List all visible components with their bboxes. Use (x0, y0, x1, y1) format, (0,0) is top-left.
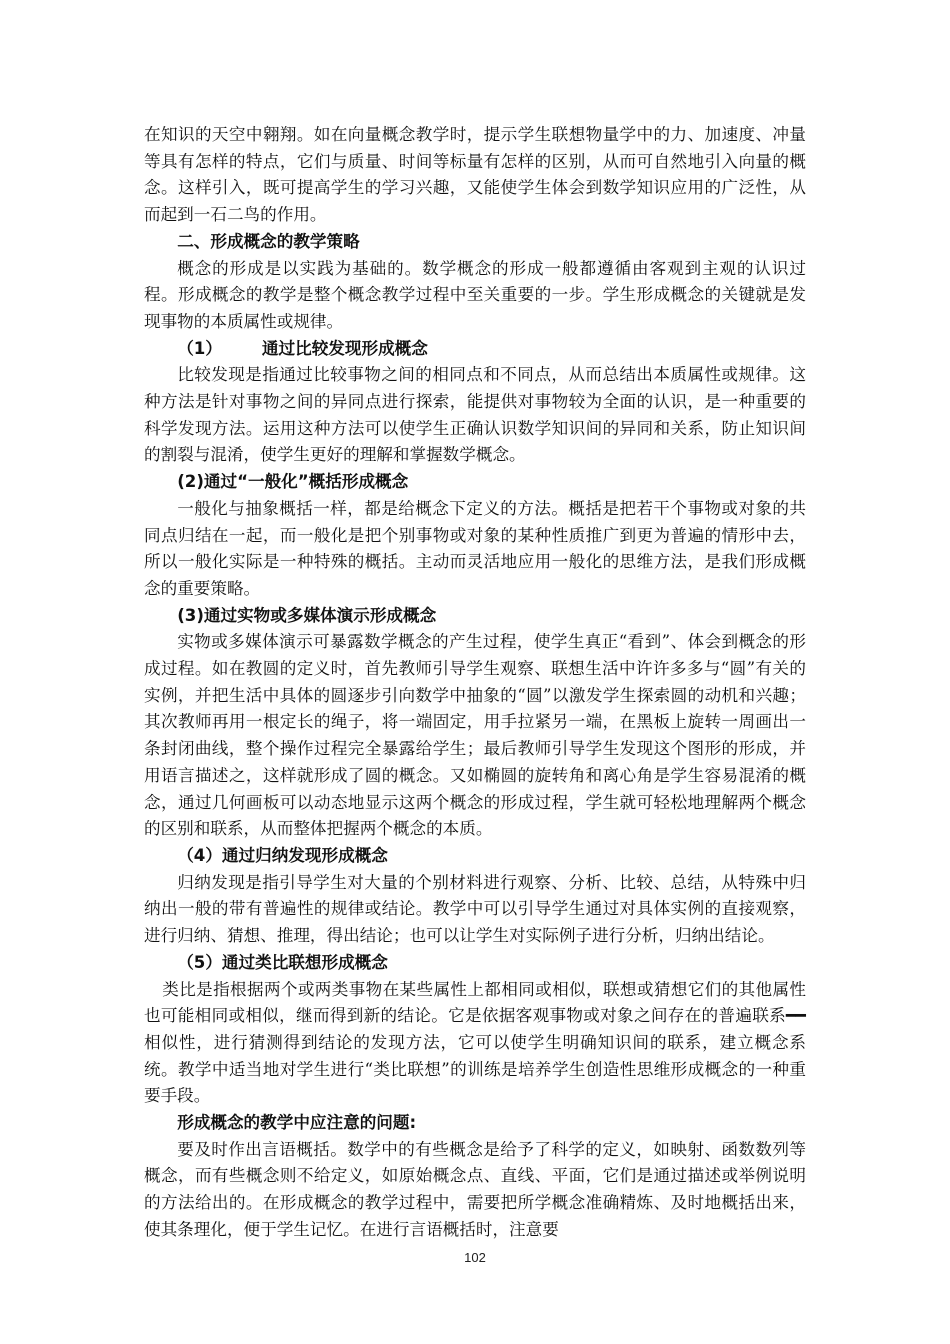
paragraph-generalization: 一般化与抽象概括一样，都是给概念下定义的方法。概括是把若干个事物或对象的共同点归结在一起，而一般化是把个别事物或对象的某种性质推广到更为普遍的情形中去，所以一般化实际是一种特殊的概括。主动而灵活地应用一般化的思维方法，是我们形成概念的重要策略。 (144, 498, 806, 598)
paragraph-induction: 归纳发现是指引导学生对大量的个别材料进行观察、分析、比较、总结，从特殊中归纳出一般的带有普遍性的规律或结论。教学中可以引导学生通过对具体实例的直接观察，进行归纳、猜想、推理，得出结论；也可以让学生对实际例子进行分析，归纳出结论。 (144, 872, 806, 946)
paragraph-intro-continued: 在知识的天空中翱翔。如在向量概念教学时，提示学生联想物量学中的力、加速度、冲量等具有怎样的特点，它们与质量、时间等标量有怎样的区别，从而可自然地引入向量的概念。这样引入，既可提高学生的学习兴趣，又能使学生体会到数学知识应用的广泛性，从而起到一石二鸟的作用。 (144, 125, 806, 225)
paragraph-demonstration: 实物或多媒体演示可暴露数学概念的产生过程，使学生真正“看到”、体会到概念的形成过程。如在教圆的定义时，首先教师引导学生观察、联想生活中许许多多与“圆”有关的实例，并把生活中具体的圆逐步引向数学中抽象的“圆”以激发学生探索圆的动机和兴趣；其次教师再用一根定长的绳子，将一端固定，用手拉紧另一端，在黑板上旋转一周画出一条封闭曲线，整个操作过程完全暴露给学生；最后教师引导学生发现这个图形的形成，并用语言描述之，这样就形成了圆的概念。又如椭圆的旋转角和离心角是学生容易混淆的概念，通过几何画板可以动态地显示这两个概念的形成过程，学生就可轻松地理解两个概念的区别和联系，从而整体把握两个概念的本质。 (144, 632, 806, 839)
subheading-comparison (144, 336, 806, 363)
subheading-induction: （4）通过归纳发现形成概念 (177, 845, 388, 865)
paragraph-concept-formation: 概念的形成是以实践为基础的。数学概念的形成一般都遵循由客观到主观的认识过程。形成概念的教学是整个概念教学过程中至关重要的一步。学生形成概念的关键就是发现事物的本质属性或规律。 (144, 258, 806, 331)
page-number: 102 (464, 1250, 486, 1265)
subheading-demonstration: (3)通过实物或多媒体演示形成概念 (177, 605, 437, 625)
subheading-notes: 形成概念的教学中应注意的问题: (177, 1113, 417, 1133)
subheading-analogy: （5）通过类比联想形成概念 (177, 952, 388, 972)
subheading-generalization: (2)通过“一般化”概括形成概念 (177, 472, 409, 492)
section-heading-strategies: 二、形成概念的教学策略 (177, 231, 360, 251)
paragraph-analogy: 类比是指根据两个或两类事物在某些属性上都相同或相似，联想或猜想它们的其他属性也可能相同或相似，继而得到新的结论。它是依据客观事物或对象之间存在的普遍联系━━相似性，进行猜测得到结论的发现方法，它可以使学生明确知识间的联系，建立概念系统。教学中适当地对学生进行“类比联想”的训练是培养学生创造性思维形成概念的一种重要手段。 (144, 979, 806, 1106)
page-body (144, 122, 806, 1244)
subheading-text: 通过比较发现形成概念 (261, 338, 428, 358)
paragraph-notes: 要及时作出言语概括。数学中的有些概念是给予了科学的定义，如映射、函数数列等概念，而有些概念则不给定义，如原始概念点、直线、平面，它们是通过描述或举例说明的方法给出的。在形成概念的教学过程中，需要把所学概念准确精炼、及时地概括出来，使其条理化，便于学生记忆。在进行言语概括时，注意要 (144, 1139, 806, 1239)
paragraph-comparison: 比较发现是指通过比较事物之间的相同点和不同点，从而总结出本质属性或规律。这种方法是针对事物之间的异同点进行探索，能提供对事物较为全面的认识，是一种重要的科学发现方法。运用这种方法可以使学生正确认识数学知识间的异同和关系，防止知识间的割裂与混淆，使学生更好的理解和掌握数学概念。 (144, 365, 806, 465)
subheading-number: （1） (177, 338, 222, 358)
